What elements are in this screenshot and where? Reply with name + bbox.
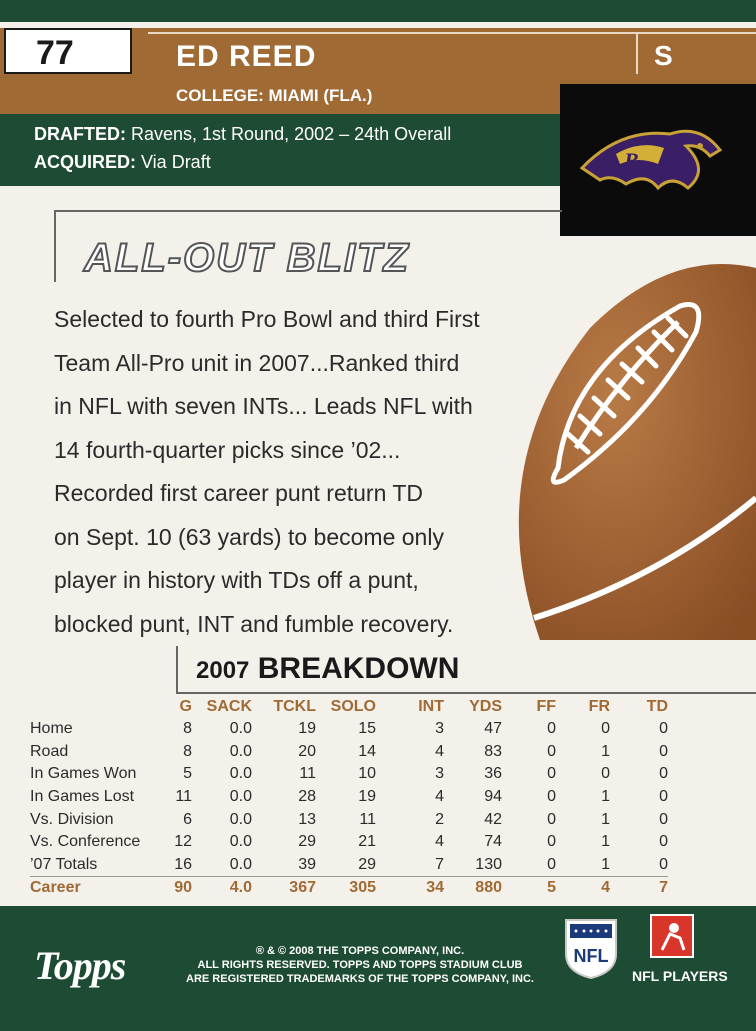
- row-label: Career: [30, 877, 158, 900]
- stat-cell: 11: [299, 765, 316, 783]
- stat-cell: 0: [547, 788, 556, 806]
- stat-cell: 3: [435, 765, 444, 783]
- stat-cell: 83: [484, 742, 502, 760]
- stats-row: [30, 786, 668, 809]
- row-label: Home: [30, 720, 73, 738]
- stat-cell: 1: [601, 810, 610, 828]
- bio-line: Selected to fourth Pro Bowl and third First: [54, 306, 480, 332]
- stat-cell: 10: [358, 765, 376, 783]
- stat-cell: 39: [298, 855, 316, 873]
- nfl-players-icon: [650, 914, 694, 958]
- player-position: S: [654, 40, 673, 71]
- stat-cell: 15: [358, 720, 376, 738]
- drafted-line: [34, 124, 451, 145]
- stat-cell: 7: [435, 855, 444, 873]
- row-label: In Games Won: [30, 765, 137, 783]
- stat-cell: 0.0: [229, 765, 252, 783]
- stat-cell: 21: [358, 833, 376, 851]
- player-name: ED REED: [176, 40, 317, 73]
- breakdown-year: 2007: [196, 657, 250, 684]
- stat-cell: 29: [298, 833, 316, 851]
- stat-cell: 0: [547, 742, 556, 760]
- stat-cell: 8: [183, 720, 192, 738]
- headline: ALL-OUT BLITZ: [84, 236, 410, 280]
- col-header: SACK: [206, 698, 252, 715]
- col-header: SOLO: [330, 698, 376, 715]
- nfl-shield-icon: [562, 914, 620, 980]
- stat-cell: 4: [435, 833, 444, 851]
- stat-cell: 0.0: [229, 833, 252, 851]
- bio-line: player in history with TDs off a punt,: [54, 567, 419, 593]
- col-header: TD: [646, 698, 668, 715]
- col-header: YDS: [469, 698, 502, 715]
- row-label: Road: [30, 742, 69, 760]
- stat-cell: 0: [659, 742, 668, 760]
- stat-cell: 0: [547, 810, 556, 828]
- legal-line: ® & © 2008 THE TOPPS COMPANY, INC.: [255, 945, 465, 957]
- stat-cell: 47: [484, 720, 502, 738]
- stat-cell: 74: [484, 833, 502, 851]
- stats-table: [30, 696, 668, 900]
- row-label: Vs. Division: [30, 810, 114, 828]
- stat-cell: 20: [298, 742, 316, 760]
- acquired-line: [34, 152, 211, 173]
- bio-line: blocked punt, INT and fumble recovery.: [54, 610, 454, 637]
- acquired-value: Via Draft: [136, 152, 211, 172]
- legal-line: ARE REGISTERED TRADEMARKS OF THE TOPPS COMPANY, INC.: [186, 973, 534, 985]
- stats-row: [30, 808, 668, 831]
- ravens-logo-icon: [560, 84, 756, 236]
- row-label: ’07 Totals: [30, 855, 98, 873]
- player-college: COLLEGE: MIAMI (FLA.): [176, 86, 373, 105]
- stat-cell: 0: [659, 810, 668, 828]
- stat-cell: 90: [158, 877, 192, 900]
- stat-cell: 1: [601, 833, 610, 851]
- team-logo-box: [560, 84, 756, 236]
- breakdown-title: [196, 652, 459, 686]
- stat-cell: 11: [175, 788, 192, 806]
- stat-cell: 19: [298, 720, 316, 738]
- stat-cell: 0.0: [229, 788, 252, 806]
- career-row: [30, 877, 668, 900]
- stat-cell: 6: [183, 810, 192, 828]
- stat-cell: 16: [174, 855, 192, 873]
- stat-cell: 3: [435, 720, 444, 738]
- stat-cell: 19: [358, 788, 376, 806]
- stat-cell: 1: [601, 742, 610, 760]
- stat-cell: 42: [484, 810, 502, 828]
- stat-cell: 0: [659, 788, 668, 806]
- stat-cell: 94: [484, 788, 502, 806]
- stat-cell: 0: [547, 765, 556, 783]
- stat-cell: 0: [547, 833, 556, 851]
- stat-cell: 0: [547, 855, 556, 873]
- row-label: Vs. Conference: [30, 833, 141, 851]
- stat-cell: 0.0: [229, 810, 252, 828]
- stat-cell: 4: [435, 742, 444, 760]
- position-divider: [636, 32, 638, 74]
- stat-cell: 1: [601, 788, 610, 806]
- bio-line: in NFL with seven INTs... Leads NFL with: [54, 393, 473, 419]
- topps-logo: Topps: [34, 943, 126, 988]
- stat-cell: 0: [659, 720, 668, 738]
- stats-row: [30, 854, 668, 877]
- acquired-label: ACQUIRED:: [34, 152, 136, 172]
- stat-cell: 0.0: [229, 742, 252, 760]
- nfl-players-label: NFL PLAYERS: [632, 968, 728, 984]
- stat-cell: 305: [316, 877, 376, 900]
- player-bio: [54, 298, 594, 646]
- stats-row: [30, 763, 668, 786]
- stat-cell: 29: [358, 855, 376, 873]
- stat-cell: 36: [484, 765, 502, 783]
- legal-text: [180, 944, 540, 986]
- col-header: G: [179, 698, 192, 715]
- stat-cell: 0: [601, 765, 610, 783]
- stat-cell: 34: [376, 877, 444, 900]
- bio-line: 14 fourth-quarter picks since ’02...: [54, 436, 401, 463]
- stats-row: [30, 718, 668, 741]
- legal-line: ALL RIGHTS RESERVED. TOPPS AND TOPPS STADIUM CLUB: [197, 959, 523, 971]
- col-header: FF: [536, 698, 556, 715]
- stat-cell: 13: [298, 810, 316, 828]
- stat-cell: 0: [659, 765, 668, 783]
- drafted-label: DRAFTED:: [34, 124, 126, 144]
- bio-line: Team All-Pro unit in 2007...Ranked third: [54, 349, 460, 376]
- breakdown-label: BREAKDOWN: [257, 652, 460, 685]
- card-number: 77: [36, 34, 74, 72]
- stat-cell: 880: [444, 877, 502, 900]
- stat-cell: 0: [659, 833, 668, 851]
- col-header: INT: [418, 698, 444, 715]
- bio-line: on Sept. 10 (63 yards) to become only: [54, 523, 444, 550]
- col-header: FR: [588, 698, 610, 715]
- stat-cell: 367: [252, 877, 316, 900]
- stats-header-blank: [30, 696, 158, 718]
- stat-cell: 0.0: [229, 855, 252, 873]
- stat-cell: 7: [610, 877, 668, 900]
- stats-row: [30, 741, 668, 764]
- stats-header-row: [30, 696, 668, 718]
- top-green-strip: [0, 0, 756, 22]
- stat-cell: 11: [359, 810, 376, 828]
- bio-line: Recorded first career punt return TD: [54, 480, 424, 506]
- stat-cell: 5: [183, 765, 192, 783]
- stat-cell: 4.0: [192, 877, 252, 900]
- stat-cell: 5: [502, 877, 556, 900]
- stat-cell: 4: [435, 788, 444, 806]
- nfl-shield-text: NFL: [573, 946, 609, 966]
- stat-cell: 0: [547, 720, 556, 738]
- stat-cell: 12: [174, 833, 192, 851]
- stat-cell: 1: [601, 855, 610, 873]
- stat-cell: 8: [183, 742, 192, 760]
- stats-row: [30, 831, 668, 854]
- stat-cell: 4: [556, 877, 610, 900]
- stat-cell: 28: [298, 788, 316, 806]
- drafted-value: Ravens, 1st Round, 2002 – 24th Overall: [126, 124, 452, 144]
- stat-cell: 0: [601, 720, 610, 738]
- svg-text:B: B: [624, 148, 639, 173]
- stat-cell: 2: [435, 810, 444, 828]
- col-header: TCKL: [273, 698, 316, 715]
- stat-cell: 0.0: [229, 720, 252, 738]
- row-label: In Games Lost: [30, 788, 135, 806]
- stat-cell: 14: [358, 742, 376, 760]
- stat-cell: 130: [475, 855, 502, 873]
- stat-cell: 0: [659, 855, 668, 873]
